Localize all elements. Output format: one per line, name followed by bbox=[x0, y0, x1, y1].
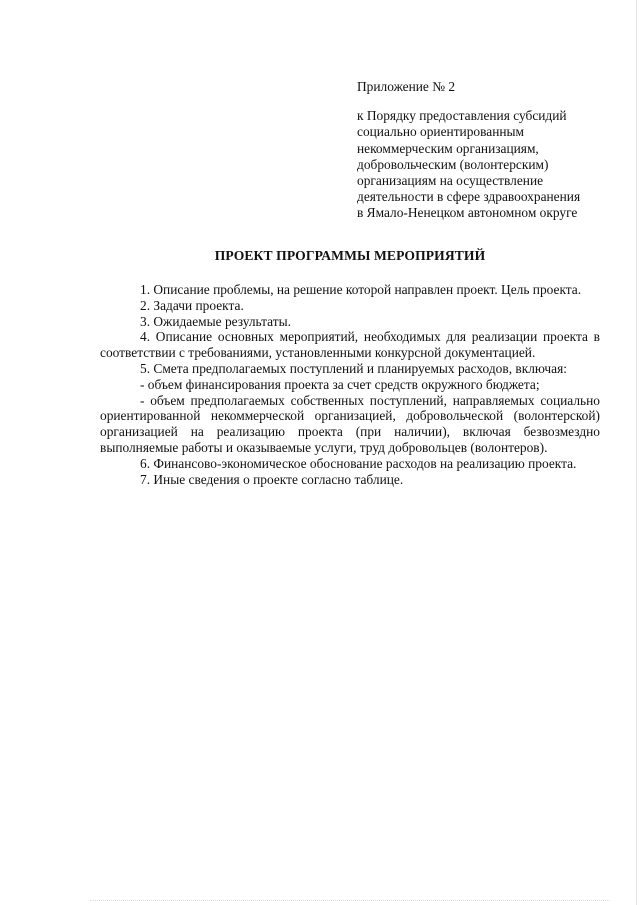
appendix-line: в Ямало-Ненецком автономном округе bbox=[357, 205, 578, 221]
item-project-tasks: 2. Задачи проекта. bbox=[140, 297, 244, 313]
item-problem-description: 1. Описание проблемы, на решение которой направлен проект. Цель проекта. bbox=[140, 282, 582, 297]
appendix-line: организациям на осуществление bbox=[357, 173, 544, 189]
appendix-header bbox=[357, 79, 607, 222]
item-financial-justification: 6. Финансово-экономическое обоснование расходов на реализацию проекта. bbox=[140, 455, 577, 471]
appendix-number: Приложение № 2 bbox=[357, 79, 456, 94]
appendix-line: добровольческим (волонтерским) bbox=[357, 156, 549, 172]
program-items bbox=[100, 282, 600, 487]
document-title: ПРОЕКТ ПРОГРАММЫ МЕРОПРИЯТИЙ bbox=[214, 248, 486, 263]
item-other-information: 7. Иные сведения о проекте согласно таблице. bbox=[140, 471, 404, 487]
appendix-reference bbox=[357, 108, 607, 221]
item-main-activities: 4. Описание основных мероприятий, необходимых для реализации проекта в соответствии с требованиями, установленными конкурсной документацией. bbox=[100, 329, 600, 361]
item-budget-estimate: 5. Смета предполагаемых поступлений и планируемых расходов, включая: bbox=[140, 360, 567, 376]
item-district-budget-funding: - объем финансирования проекта за счет средств окружного бюджета; bbox=[140, 376, 540, 392]
item-expected-results: 3. Ожидаемые результаты. bbox=[140, 313, 291, 329]
appendix-line: социально ориентированным bbox=[357, 124, 524, 140]
appendix-line: к Порядку предоставления субсидий bbox=[357, 108, 567, 124]
scan-bottom-dots bbox=[90, 899, 610, 901]
scan-edge bbox=[636, 0, 637, 905]
appendix-line: деятельности в сфере здравоохранения bbox=[357, 189, 581, 205]
item-own-revenues: - объем предполагаемых собственных поступлений, направляемых социально ориентированной некоммерческой организацией, добровольческой (волонтерской) организацией на реализацию проекта (при наличии), включая безвозмездно выполняемые работы и оказываемые услуги, труд добровольцев (волонтеров). bbox=[100, 392, 600, 455]
appendix-line: некоммерческим организациям, bbox=[357, 140, 539, 156]
